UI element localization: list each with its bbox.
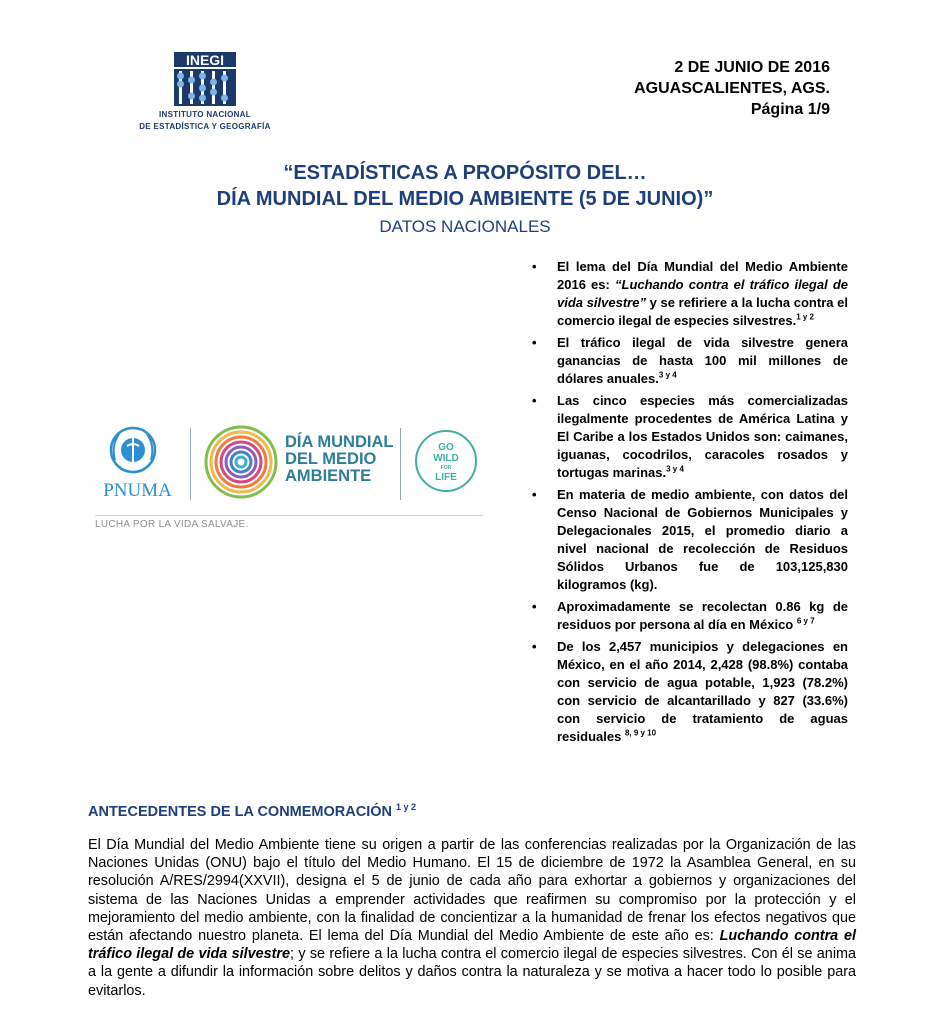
list-item: • El lema del Día Mundial del Medio Ambiente 2016 es: “Luchando contra el tráfico ilegal de vida silvestre” y se refiriere a la lucha contra el comercio ilegal de especies silvestres.$^{1 y 2}$ [532, 259, 849, 328]
document-title [60, 160, 870, 212]
banner-divider [190, 428, 191, 500]
inegi-logo [125, 52, 285, 137]
go-wild-for-life-icon [413, 428, 479, 494]
title-line-2: DÍA MUNDIAL DEL MEDIO AMBIENTE (5 DE JUNIO)” [216, 188, 714, 210]
bullet-icon: • [532, 393, 537, 408]
dia-title-line-2: DEL MEDIO [285, 450, 377, 468]
page-number: Página 1/9 [750, 101, 830, 118]
inegi-abacus-icon [172, 52, 238, 106]
institution-line-2: DE ESTADÍSTICA Y GEOGRAFÍA [139, 122, 271, 131]
un-emblem-icon [107, 424, 159, 476]
pnuma-label: PNUMA [103, 480, 172, 501]
gowild-line-4: LIFE [435, 472, 457, 483]
institution-line-1: INSTITUTO NACIONAL [159, 110, 251, 119]
gowild-line-3: FOR [440, 465, 452, 471]
campaign-banner [95, 420, 485, 538]
list-item: • Aproximadamente se recolectan 0.86 kg de residuos por persona al día en México $^{6 y 7}$ [532, 599, 848, 632]
section-heading: ANTECEDENTES DE LA CONMEMORACIÓN $^{1 y 2}$ [88, 802, 417, 820]
gowild-line-2: WILD [433, 453, 459, 464]
footnote-ref: 1 y 2 [396, 802, 417, 812]
document-subtitle: DATOS NACIONALES [379, 217, 551, 236]
publication-date: 2 DE JUNIO DE 2016 [674, 59, 830, 76]
list-item: • En materia de medio ambiente, con datos del Censo Nacional de Gobiernos Municipales y Delegacionales 2015, el promedio diario a nivel nacional de recolección de Residuos Sólidos Urbanos fue de 103,125,830 kilogramos (kg). [532, 487, 848, 592]
footnote-ref: 3 y 4 [658, 370, 677, 380]
bullet-icon: • [532, 639, 537, 654]
title-line-1: “ESTADÍSTICAS A PROPÓSITO DEL… [283, 162, 647, 184]
header-info [560, 57, 830, 120]
publication-place: AGUASCALIENTES, AGS. [634, 80, 830, 97]
dia-title-line-1: DÍA MUNDIAL [285, 433, 394, 451]
list-item: • El tráfico ilegal de vida silvestre genera ganancias de hasta 100 mil millones de dólares anuales.$^{3 y 4}$ [532, 335, 848, 386]
banner-rule [95, 515, 483, 516]
bullet-icon: • [532, 335, 537, 350]
gowild-line-1: GO [438, 442, 454, 453]
fingerprint-icon [203, 424, 279, 500]
list-item: • De los 2,457 municipios y delegaciones en México, en el año 2014, 2,428 (98.8%) contaba con servicio de agua potable, 1,923 (78.2%) con servicio de alcantarillado y 827 (33.6%) con servicio de tratamiento de aguas residuales $^{8, 9 y 10}$ [532, 639, 848, 744]
bullet-icon: • [532, 259, 537, 274]
banner-divider [400, 428, 401, 500]
bullet-icon: • [532, 487, 537, 502]
footnote-ref: 1 y 2 [796, 312, 814, 322]
key-facts-list [532, 258, 848, 750]
banner-tagline: LUCHA POR LA VIDA SALVAJE. [95, 519, 249, 530]
list-item: • Las cinco especies más comercializadas ilegalmente procedentes de América Latina y El Caribe a los Estados Unidos son: caimanes, iguanas, cocodrilos, caracoles rosados y tortugas marinas.$^{3 y 4}$ [532, 393, 848, 480]
footnote-ref: 6 y 7 [796, 616, 815, 626]
body-paragraph: El Día Mundial del Medio Ambiente tiene su origen a partir de las conferencias realizadas por la Organización de las Naciones Unidas (ONU) bajo el título del Medio Humano. El 15 de diciembre de 1972 la Asamblea General, en su resolución A/RES/2994(XXVII), designa el 5 de junio de cada año para exhortar a gobiernos y organizaciones del sistema de las Naciones Unidas a emprender actividades que reafirmen su compromiso por la protección y el mejoramiento del medio ambiente, con la finalidad de concientizar a la humanidad de frenar los efectos negativos que están afectando nuestro planeta. El lema del Día Mundial del Medio Ambiente de este año es: Luchando contra el tráfico ilegal de vida silvestre; y se refiere a la lucha contra el comercio ilegal de especies silvestres. Con él se anima a la gente a difundir la información sobre delitos y daños contra la naturaleza y se motiva a hacer todo lo posible para evitarlos. [88, 837, 857, 999]
logo-text: INEGI [185, 52, 225, 68]
bullet-icon: • [532, 599, 537, 614]
footnote-ref: 8, 9 y 10 [624, 728, 657, 738]
footnote-ref: 3 y 4 [666, 464, 684, 474]
dia-mundial-title [285, 434, 405, 485]
dia-title-line-3: AMBIENTE [285, 467, 372, 485]
